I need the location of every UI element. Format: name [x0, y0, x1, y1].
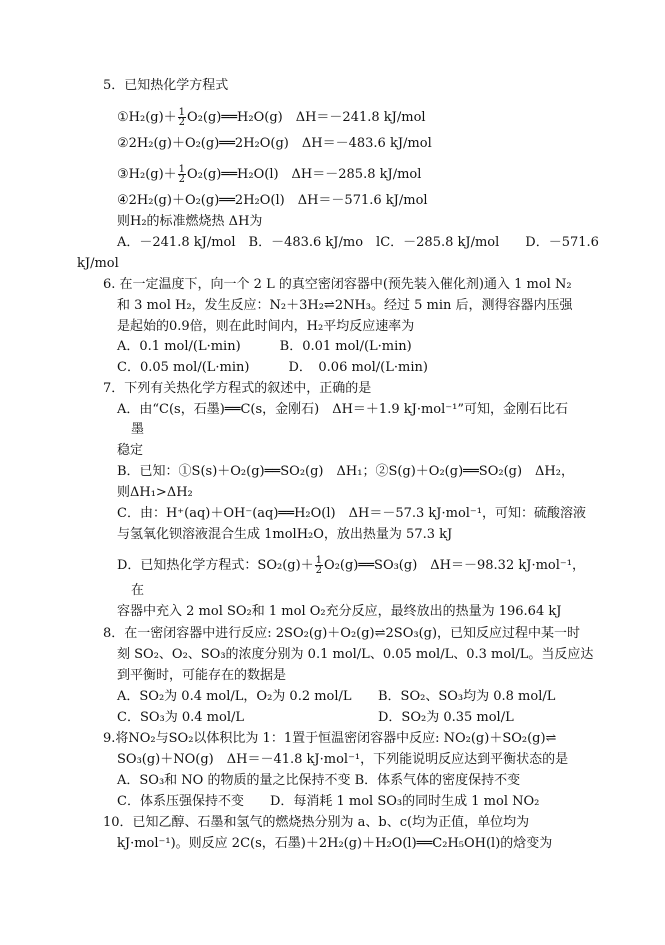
q8-line3: 到平衡时，可能存在的数据是: [117, 668, 287, 683]
q7-option-d-cont2: 容器中充入 2 mol SO₂和 1 mol O₂充分反应，最终放出的热量为 196.64 kJ: [117, 604, 562, 619]
q7-option-d-cont: 在: [131, 583, 145, 598]
q5-eq3: [117, 165, 421, 184]
q5-eq1-left: ①H₂(g)＋: [117, 110, 177, 125]
q9-options-ab: A．SO₃和 NO 的物质的量之比保持不变 B．体系气体的密度保持不变: [117, 773, 521, 788]
q9-line2: SO₃(g)＋NO(g) ΔH＝－41.8 kJ·mol⁻¹，下列能说明反应达到平衡状态的是: [117, 752, 569, 767]
q5-eq4: ④2H₂(g)＋O₂(g)══2H₂O(l) ΔH＝－571.6 kJ/mol: [117, 193, 428, 208]
fraction-half: $\frac{1}{2}$: [178, 164, 186, 185]
q7-option-c: C．由：H⁺(aq)＋OH⁻(aq)══H₂O(l) ΔH＝－57.3 kJ·mol⁻¹，可知：硫酸溶液: [117, 506, 587, 521]
fraction-half: $\frac{1}{2}$: [178, 107, 186, 128]
q6-line2: 和 3 mol H₂，发生反应：N₂＋3H₂⇌2NH₃。经过 5 min 后，测得容器内压强: [117, 298, 573, 313]
q5-eq2: ②2H₂(g)＋O₂(g)══2H₂O(g) ΔH＝－483.6 kJ/mol: [117, 136, 432, 151]
q5-options-cont: kJ/mol: [77, 256, 119, 271]
q8-line1: 8．在一密闭容器中进行反应: 2SO₂(g)＋O₂(g)⇌2SO₃(g)，已知反应过程中某一时: [103, 626, 581, 641]
fraction-half: $\frac{1}{2}$: [315, 555, 323, 576]
q6-line1: 6. 在一定温度下，向一个 2 L 的真空密闭容器中(预先装入催化剂)通入 1 mol N₂: [103, 277, 572, 292]
q6-options-cd: C．0.05 mol/(L·min) D． 0.06 mol/(L·min): [117, 360, 428, 375]
q7-option-a-cont2: 稳定: [117, 443, 144, 458]
q8-option-b: B．SO₂、SO₃均为 0.8 mol/L: [378, 689, 556, 704]
q5-eq1: [117, 108, 426, 127]
q7-option-b: B．已知：①S(s)＋O₂(g)══SO₂(g) ΔH₁；②S(g)＋O₂(g)══SO₂(g) ΔH₂，: [117, 464, 574, 479]
q10-line2: kJ·mol⁻¹)。则反应 2C(s，石墨)＋2H₂(g)＋H₂O(l)══C₂H₅OH(l)的焓变为: [117, 836, 553, 851]
q7-option-a-cont: 墨: [131, 422, 145, 437]
q8-option-c: C．SO₃为 0.4 mol/L: [117, 710, 244, 725]
q7-option-d-left: D．已知热化学方程式：SO₂(g)＋: [117, 558, 314, 573]
q7-option-b-cont: 则ΔH₁>ΔH₂: [117, 485, 193, 500]
q8-option-a: A．SO₂为 0.4 mol/L，O₂为 0.2 mol/L: [117, 689, 352, 704]
q7-stem: 7．下列有关热化学方程式的叙述中，正确的是: [103, 381, 372, 396]
q7-option-d: [117, 556, 585, 575]
q6-line3: 是起始的0.9倍，则在此时间内，H₂平均反应速率为: [117, 319, 415, 334]
q7-option-d-right: O₂(g)══SO₃(g) ΔH＝－98.32 kJ·mol⁻¹，: [324, 558, 585, 573]
q9-options-cd: C．体系压强保持不变 D．每消耗 1 mol SO₃的同时生成 1 mol NO₂: [117, 794, 540, 809]
q6-options-ab: A．0.1 mol/(L·min) B．0.01 mol/(L·min): [117, 339, 412, 354]
q8-line2: 刻 SO₂、O₂、SO₃的浓度分别为 0.1 mol/L、0.05 mol/L、0.3 mol/L。当反应达: [117, 647, 594, 662]
q5-options: A．－241.8 kJ/mol B．－483.6 kJ/mo lC．－285.8 kJ/mol D．－571.6: [117, 235, 599, 250]
q5-eq3-left: ③H₂(g)＋: [117, 167, 177, 182]
q7-option-c-cont: 与氢氧化钡溶液混合生成 1molH₂O，放出热量为 57.3 kJ: [117, 527, 453, 542]
q5-stem: 5．已知热化学方程式: [103, 78, 229, 93]
q10-line1: 10．已知乙醇、石墨和氢气的燃烧热分别为 a、b、c(均为正值，单位均为: [103, 815, 530, 830]
q7-option-a: A．由“C(s，石墨)══C(s，金刚石) ΔH＝＋1.9 kJ·mol⁻¹”可知，金刚石比石: [117, 402, 568, 417]
q8-option-d: D．SO₂为 0.35 mol/L: [378, 710, 514, 725]
q5-ask: 则H₂的标准燃烧热 ΔH为: [117, 214, 263, 229]
q9-line1: 9.将NO₂与SO₂以体积比为 1：1置于恒温密闭容器中反应: NO₂(g)＋SO₂(g)⇌: [103, 731, 557, 746]
q5-eq1-right: O₂(g)══H₂O(g) ΔH＝－241.8 kJ/mol: [187, 110, 426, 125]
q5-eq3-right: O₂(g)══H₂O(l) ΔH＝－285.8 kJ/mol: [187, 167, 422, 182]
